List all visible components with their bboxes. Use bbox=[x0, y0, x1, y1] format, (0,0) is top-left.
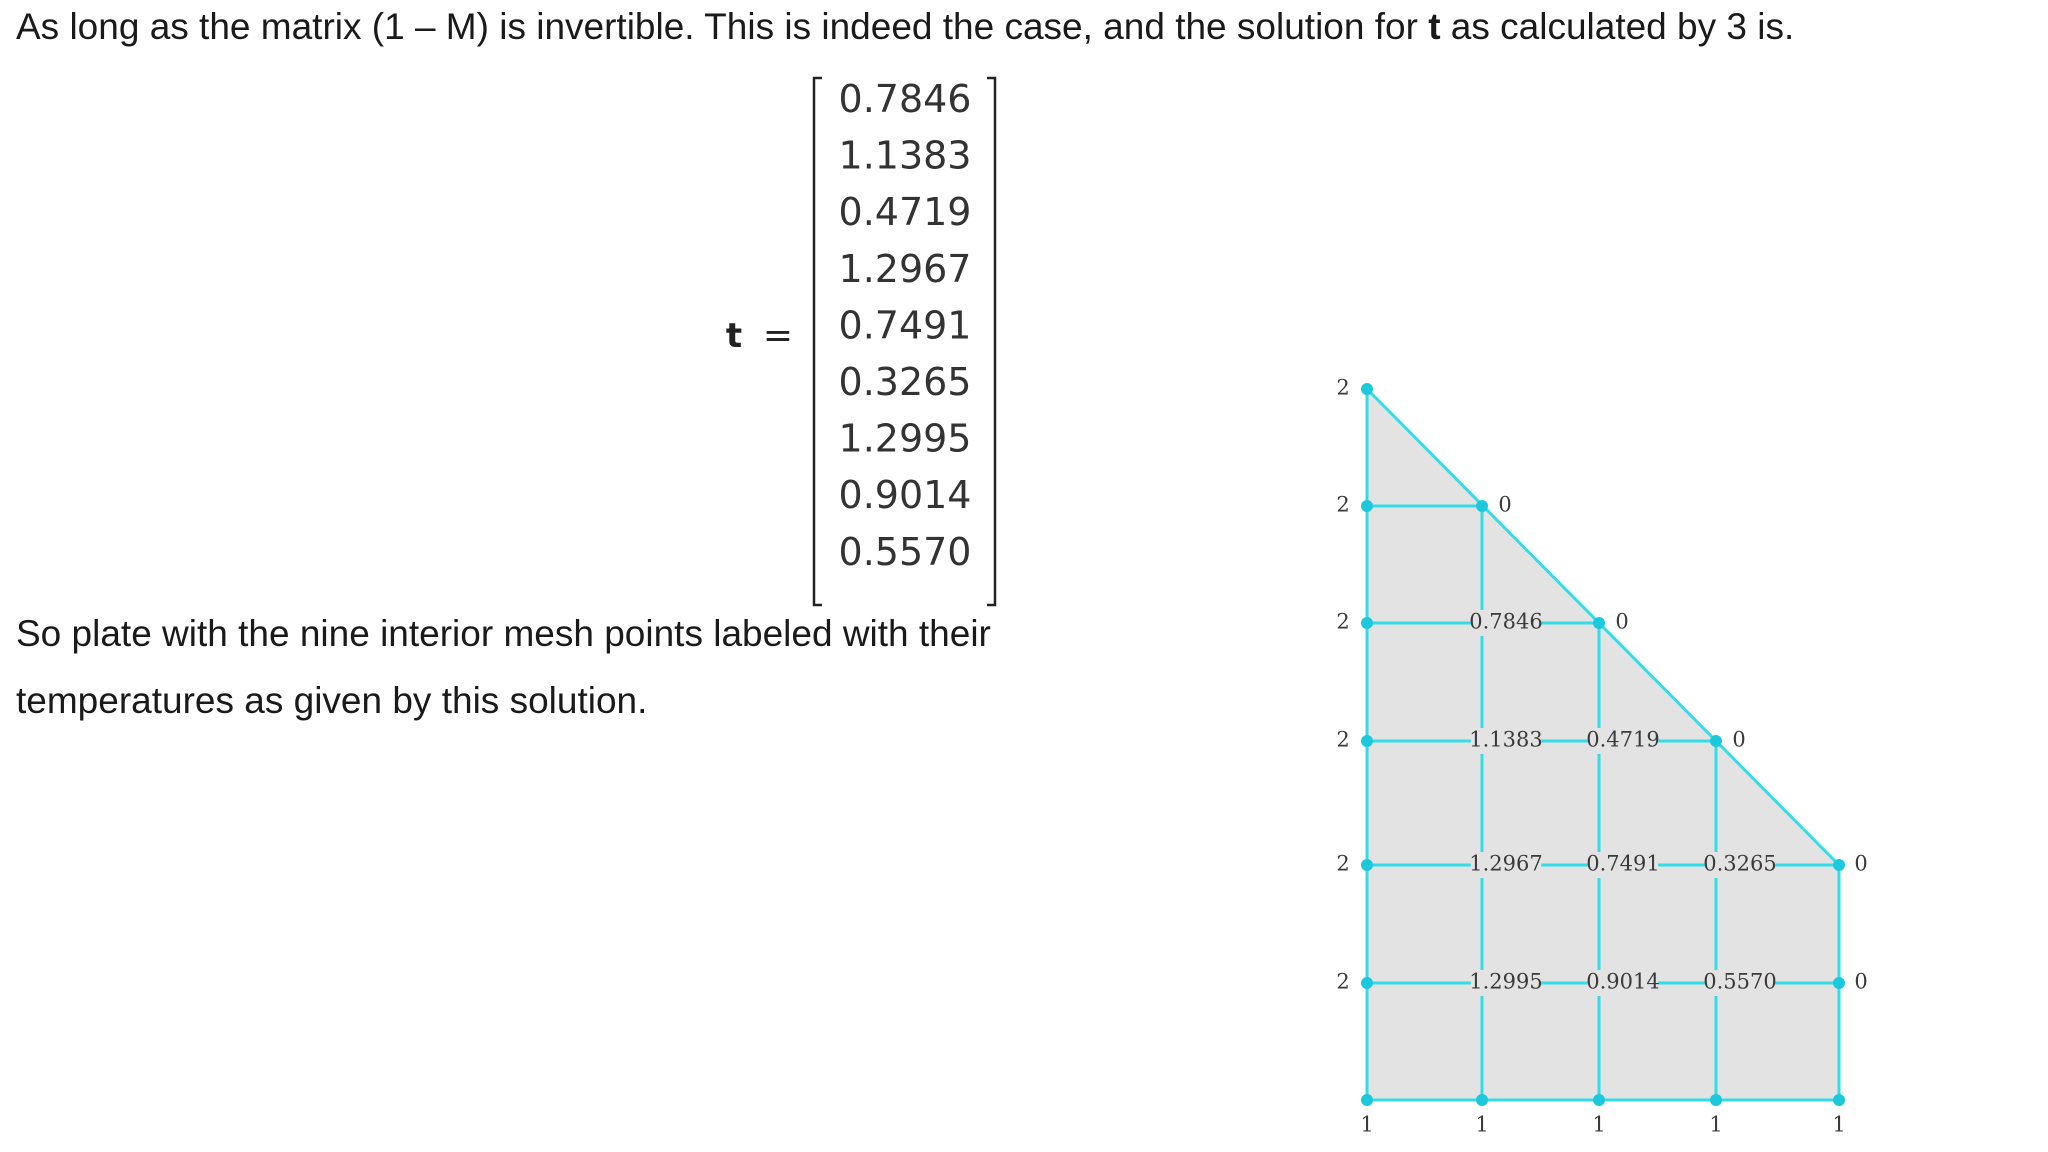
vector-entries bbox=[839, 77, 972, 574]
intro-text-end: as calculated by 3 is. bbox=[1440, 6, 1795, 47]
boundary-node-bottom bbox=[1833, 1094, 1845, 1106]
boundary-label-bottom: 1 bbox=[1592, 1112, 1606, 1137]
triangular-plate-mesh-diagram bbox=[1300, 360, 1900, 1150]
right-bracket bbox=[987, 78, 995, 605]
boundary-node-bottom bbox=[1361, 1094, 1373, 1106]
boundary-node-left bbox=[1361, 977, 1373, 989]
interior-temperature-label: 1.2967 bbox=[1469, 851, 1543, 876]
boundary-node-left bbox=[1361, 500, 1373, 512]
boundary-label-left: 2 bbox=[1336, 727, 1350, 752]
boundary-label-hypotenuse: 0 bbox=[1732, 727, 1746, 752]
boundary-node-hypotenuse bbox=[1476, 500, 1488, 512]
boundary-label-left: 2 bbox=[1336, 609, 1350, 634]
vector-entry: 1.2967 bbox=[838, 246, 972, 291]
boundary-node-right bbox=[1833, 859, 1845, 871]
caption-line-2: temperatures as given by this solution. bbox=[16, 680, 648, 721]
boundary-node-hypotenuse bbox=[1593, 617, 1605, 629]
boundary-label-hypotenuse: 0 bbox=[1615, 609, 1629, 634]
vector-entry: 1.1383 bbox=[838, 133, 972, 178]
vector-entry: 0.4719 bbox=[838, 190, 972, 235]
boundary-label-right: 0 bbox=[1854, 851, 1868, 876]
boundary-label-bottom: 1 bbox=[1709, 1112, 1723, 1137]
boundary-node-left bbox=[1361, 735, 1373, 747]
boundary-node-bottom bbox=[1593, 1094, 1605, 1106]
boundary-node-bottom bbox=[1476, 1094, 1488, 1106]
boundary-label-bottom: 1 bbox=[1832, 1112, 1846, 1137]
vector-entry: 0.7491 bbox=[838, 303, 972, 348]
interior-temperature-label: 1.1383 bbox=[1469, 727, 1543, 752]
vector-entry: 0.9014 bbox=[838, 473, 972, 518]
intro-text-start: As long as the matrix (1 – M) is invertible. This is indeed the case, and the solution for bbox=[16, 6, 1429, 47]
boundary-label-left: 2 bbox=[1336, 851, 1350, 876]
interior-temperature-label: 1.2995 bbox=[1469, 969, 1543, 994]
boundary-node-left bbox=[1361, 859, 1373, 871]
vector-entry: 0.3265 bbox=[838, 360, 972, 404]
boundary-node-bottom bbox=[1710, 1094, 1722, 1106]
interior-temperature-label: 0.3265 bbox=[1703, 851, 1777, 876]
interior-temperature-label: 0.7491 bbox=[1586, 851, 1660, 876]
vector-entry: 1.2995 bbox=[838, 416, 972, 461]
boundary-label-left: 2 bbox=[1336, 492, 1350, 517]
vector-entry: 0.5570 bbox=[838, 529, 972, 574]
boundary-label-bottom: 1 bbox=[1475, 1112, 1489, 1137]
equation-lhs-t: t bbox=[725, 316, 743, 356]
intro-paragraph bbox=[16, 6, 1794, 48]
boundary-node-left bbox=[1361, 617, 1373, 629]
vector-entry: 0.7846 bbox=[838, 77, 972, 121]
boundary-label-left: 2 bbox=[1336, 375, 1350, 400]
interior-temperature-label: 0.5570 bbox=[1703, 969, 1777, 994]
boundary-node-right bbox=[1833, 977, 1845, 989]
left-bracket bbox=[814, 78, 822, 605]
boundary-node-left bbox=[1361, 383, 1373, 395]
interior-temperature-label: 0.4719 bbox=[1586, 727, 1660, 752]
boundary-label-right: 0 bbox=[1854, 969, 1868, 994]
solution-vector-equation bbox=[600, 60, 1160, 620]
vector-t-symbol: t bbox=[1428, 6, 1441, 47]
boundary-label-bottom: 1 bbox=[1360, 1112, 1374, 1137]
equation-equals-sign: = bbox=[762, 315, 794, 356]
interior-temperature-label: 0.7846 bbox=[1469, 609, 1543, 634]
boundary-label-left: 2 bbox=[1336, 969, 1350, 994]
boundary-label-hypotenuse: 0 bbox=[1498, 492, 1512, 517]
caption-line-1: So plate with the nine interior mesh points labeled with their bbox=[16, 613, 991, 654]
interior-temperature-label: 0.9014 bbox=[1586, 969, 1660, 994]
boundary-node-hypotenuse bbox=[1710, 735, 1722, 747]
